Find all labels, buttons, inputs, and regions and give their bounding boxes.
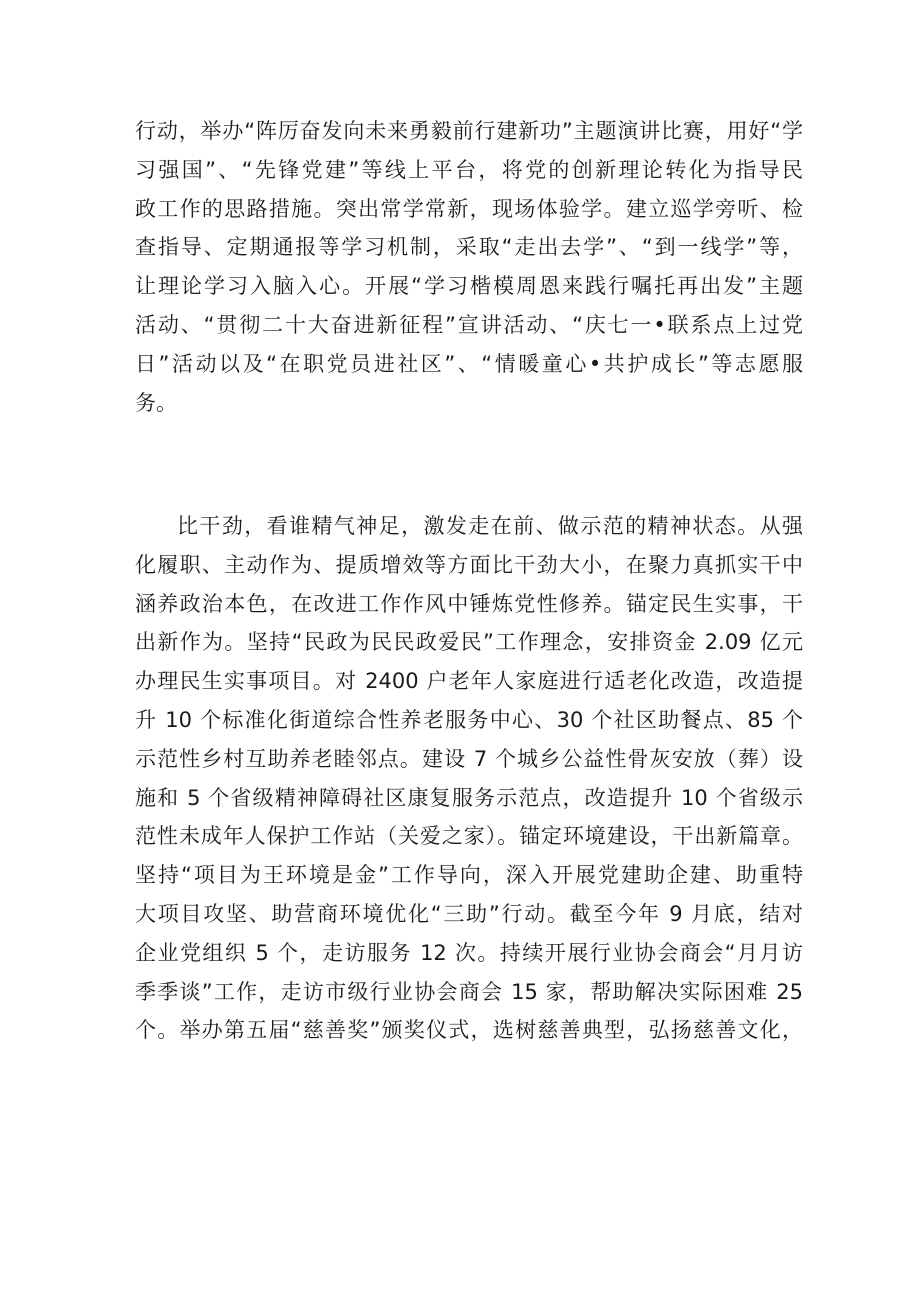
text-line: 出新作为。坚持“民政为民民政爱民”工作理念，安排资金 2.09 亿元	[135, 630, 803, 655]
text-line: 习强国”、“先锋党建”等线上平台，将党的创新理论转化为指导民	[135, 157, 803, 182]
text-line: 让理论学习入脑入心。开展“学习楷模周恩来践行嘱托再出发”主题	[135, 274, 803, 299]
paragraph-2	[135, 507, 803, 1050]
text-line: 政工作的思路措施。突出常学常新，现场体验学。建立巡学旁听、检	[135, 196, 803, 221]
text-line: 升 10 个标准化街道综合性养老服务中心、30 个社区助餐点、85 个	[135, 707, 803, 732]
text-line: 施和 5 个省级精神障碍社区康复服务示范点，改造提升 10 个省级示	[135, 785, 803, 810]
text-line: 比干劲，看谁精气神足，激发走在前、做示范的精神状态。从强	[177, 514, 803, 538]
text-line: 大项目攻坚、助营商环境优化“三助”行动。截至今年 9 月底，结对	[135, 901, 803, 926]
text-line: 范性未成年人保护工作站（关爱之家）。锚定环境建设，干出新篇章。	[135, 824, 803, 849]
text-line: 日”活动以及“在职党员进社区”、“情暖童心•共护成长”等志愿服	[135, 351, 803, 376]
text-line: 活动、“贯彻二十大奋进新征程”宣讲活动、“庆七一•联系点上过党	[135, 312, 803, 337]
text-line: 办理民生实事项目。对 2400 户老年人家庭进行适老化改造，改造提	[135, 669, 803, 694]
text-line: 行动，举办“阵厉奋发向未来勇毅前行建新功”主题演讲比赛，用好“学	[135, 119, 803, 143]
text-line: 务。	[135, 390, 177, 415]
text-line: 化履职、主动作为、提质增效等方面比干劲大小，在聚力真抓实干中	[135, 552, 803, 577]
text-line: 企业党组织 5 个，走访服务 12 次。持续开展行业协会商会“月月访	[135, 940, 803, 965]
text-line: 示范性乡村互助养老睦邻点。建设 7 个城乡公益性骨灰安放（葬）设	[135, 746, 803, 771]
text-line: 查指导、定期通报等学习机制，采取“走出去学”、“到一线学”等，	[135, 235, 803, 260]
paragraph-1	[135, 112, 803, 422]
text-line: 季季谈”工作，走访市级行业协会商会 15 家，帮助解决实际困难 25	[135, 979, 803, 1004]
text-line: 坚持“项目为王环境是金”工作导向，深入开展党建助企建、助重特	[135, 863, 803, 888]
text-line: 涵养政治本色，在改进工作作风中锤炼党性修养。锚定民生实事，干	[135, 591, 803, 616]
text-line: 个。举办第五届“慈善奖”颁奖仪式，选树慈善典型，弘扬慈善文化，	[135, 1018, 803, 1043]
